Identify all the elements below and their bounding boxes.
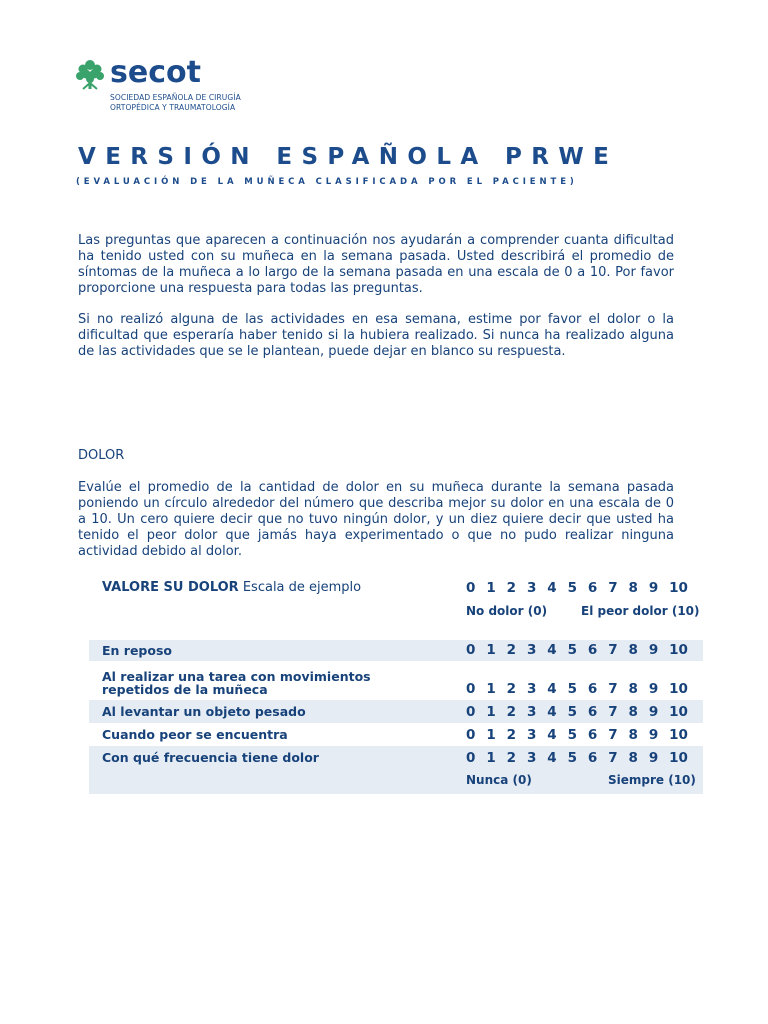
scale-number[interactable]: 0: [466, 750, 476, 766]
scale-number[interactable]: 0: [466, 681, 476, 697]
logo-subtitle-line2: ORTOPÉDICA Y TRAUMATOLOGÍA: [110, 103, 236, 112]
scale-number[interactable]: 4: [547, 727, 557, 743]
item-scale-cuando-peor: [466, 727, 688, 743]
scale-number[interactable]: 1: [486, 750, 496, 766]
scale-number[interactable]: 4: [547, 580, 557, 596]
scale-number[interactable]: 3: [526, 642, 537, 658]
example-max-label: El peor dolor (10): [581, 604, 700, 618]
scale-number[interactable]: 7: [608, 642, 618, 658]
scale-header-title: VALORE SU DOLOR: [102, 580, 239, 595]
scale-number[interactable]: 2: [506, 681, 517, 697]
intro-paragraph-1: Las preguntas que aparecen a continuación nos ayudarán a comprender cuanta dificultad ha tenido usted con su muñeca en la semana pasada. Usted describirá el promedio de síntomas de la muñeca a lo largo de la semana pasada en una escala de 0 a 10. Por favor proporcione una respuesta para todas las preguntas.: [78, 233, 674, 296]
item-label-en-reposo: En reposo: [102, 643, 172, 658]
logo-subtitle-line1: SOCIEDAD ESPAÑOLA DE CIRUGÍA: [110, 93, 241, 102]
scale-number[interactable]: 7: [608, 681, 618, 697]
scale-number[interactable]: 9: [648, 750, 659, 766]
scale-number[interactable]: 5: [567, 580, 577, 596]
scale-number[interactable]: 9: [648, 727, 659, 743]
scale-number[interactable]: 3: [526, 681, 537, 697]
scale-number[interactable]: 8: [628, 580, 638, 596]
scale-number[interactable]: 7: [608, 727, 618, 743]
scale-number[interactable]: 4: [547, 642, 557, 658]
item-label-movimientos-repetidos: Al realizar una tarea con movimientos repetidos de la muñeca: [102, 669, 371, 697]
scale-number[interactable]: 7: [608, 704, 618, 720]
scale-number[interactable]: 2: [506, 750, 517, 766]
scale-number[interactable]: 3: [526, 704, 537, 720]
scale-number[interactable]: 9: [648, 704, 659, 720]
scale-number[interactable]: 10: [669, 750, 688, 766]
scale-number[interactable]: 2: [506, 580, 517, 596]
scale-number[interactable]: 6: [587, 580, 598, 596]
scale-number[interactable]: 7: [608, 580, 618, 596]
scale-number[interactable]: 6: [587, 727, 598, 743]
scale-number[interactable]: 8: [628, 681, 638, 697]
scale-number[interactable]: 10: [669, 580, 688, 596]
scale-number[interactable]: 3: [526, 727, 537, 743]
scale-number[interactable]: 0: [466, 704, 476, 720]
scale-number[interactable]: 5: [567, 681, 577, 697]
example-min-label: No dolor (0): [466, 604, 548, 618]
scale-number[interactable]: 2: [506, 704, 517, 720]
item-label-levantar-objeto: Al levantar un objeto pesado: [102, 704, 306, 719]
item-scale-levantar-objeto: [466, 704, 688, 720]
scale-number[interactable]: 7: [608, 750, 618, 766]
scale-number[interactable]: 1: [486, 727, 496, 743]
frequency-min-label: Nunca (0): [466, 773, 532, 787]
item-label-cuando-peor: Cuando peor se encuentra: [102, 727, 288, 742]
item-scale-frecuencia: [466, 750, 688, 766]
scale-number[interactable]: 1: [486, 580, 496, 596]
scale-number[interactable]: 1: [486, 642, 496, 658]
scale-number[interactable]: 0: [466, 580, 476, 596]
scale-number[interactable]: 1: [486, 681, 496, 697]
scale-number[interactable]: 9: [648, 681, 659, 697]
dolor-instructions: Evalúe el promedio de la cantidad de dolor en su muñeca durante la semana pasada poniendo un círculo alrededor del número que describa mejor su dolor en una escala de 0 a 10. Un cero quiere decir que no tuvo ningún dolor, y un diez quiere decir que usted ha tenido el peor dolor que jamás haya experimentado o que no pudo realizar ninguna actividad debido al dolor.: [78, 480, 674, 559]
tree-icon: [74, 58, 106, 90]
scale-number[interactable]: 10: [669, 681, 688, 697]
scale-number[interactable]: 3: [526, 580, 537, 596]
scale-number[interactable]: 8: [628, 704, 638, 720]
scale-number[interactable]: 10: [669, 704, 688, 720]
scale-number[interactable]: 2: [506, 642, 517, 658]
scale-number[interactable]: 4: [547, 750, 557, 766]
frequency-max-label: Siempre (10): [608, 773, 696, 787]
scale-number[interactable]: 8: [628, 727, 638, 743]
scale-number[interactable]: 5: [567, 642, 577, 658]
scale-number[interactable]: 5: [567, 727, 577, 743]
intro-paragraph-2: Si no realizó alguna de las actividades en esa semana, estime por favor el dolor o la dificultad que esperaría haber tenido si la hubiera realizado. Si nunca ha realizado alguna de las actividades que se le plantean, puede dejar en blanco su respuesta.: [78, 312, 674, 359]
scale-number[interactable]: 9: [648, 580, 659, 596]
logo-wordmark: secot: [110, 55, 201, 90]
scale-number[interactable]: 10: [669, 727, 688, 743]
scale-number[interactable]: 0: [466, 727, 476, 743]
scale-number[interactable]: 6: [587, 704, 598, 720]
page-title: VERSIÓN ESPAÑOLA PRWE: [78, 144, 619, 170]
item-scale-en-reposo: [466, 642, 688, 658]
scale-number[interactable]: 5: [567, 704, 577, 720]
scale-number[interactable]: 6: [587, 642, 598, 658]
item-scale-movimientos-repetidos: [466, 681, 688, 697]
section-heading-dolor: DOLOR: [78, 448, 125, 463]
scale-number[interactable]: 3: [526, 750, 537, 766]
secot-logo: [74, 55, 244, 118]
scale-number[interactable]: 0: [466, 642, 476, 658]
scale-number[interactable]: 4: [547, 681, 557, 697]
scale-number[interactable]: 5: [567, 750, 577, 766]
scale-number[interactable]: 8: [628, 642, 638, 658]
scale-number[interactable]: 8: [628, 750, 638, 766]
scale-number[interactable]: 1: [486, 704, 496, 720]
scale-number[interactable]: 10: [669, 642, 688, 658]
example-scale-numbers: [466, 580, 688, 596]
scale-number[interactable]: 6: [587, 750, 598, 766]
page-subtitle: (EVALUACIÓN DE LA MUÑECA CLASIFICADA POR EL PACIENTE): [76, 177, 578, 187]
scale-number[interactable]: 4: [547, 704, 557, 720]
scale-header: [102, 580, 361, 595]
scale-number[interactable]: 9: [648, 642, 659, 658]
scale-number[interactable]: 2: [506, 727, 517, 743]
item-label-frecuencia: Con qué frecuencia tiene dolor: [102, 750, 319, 765]
scale-header-example: Escala de ejemplo: [242, 580, 362, 595]
scale-number[interactable]: 6: [587, 681, 598, 697]
